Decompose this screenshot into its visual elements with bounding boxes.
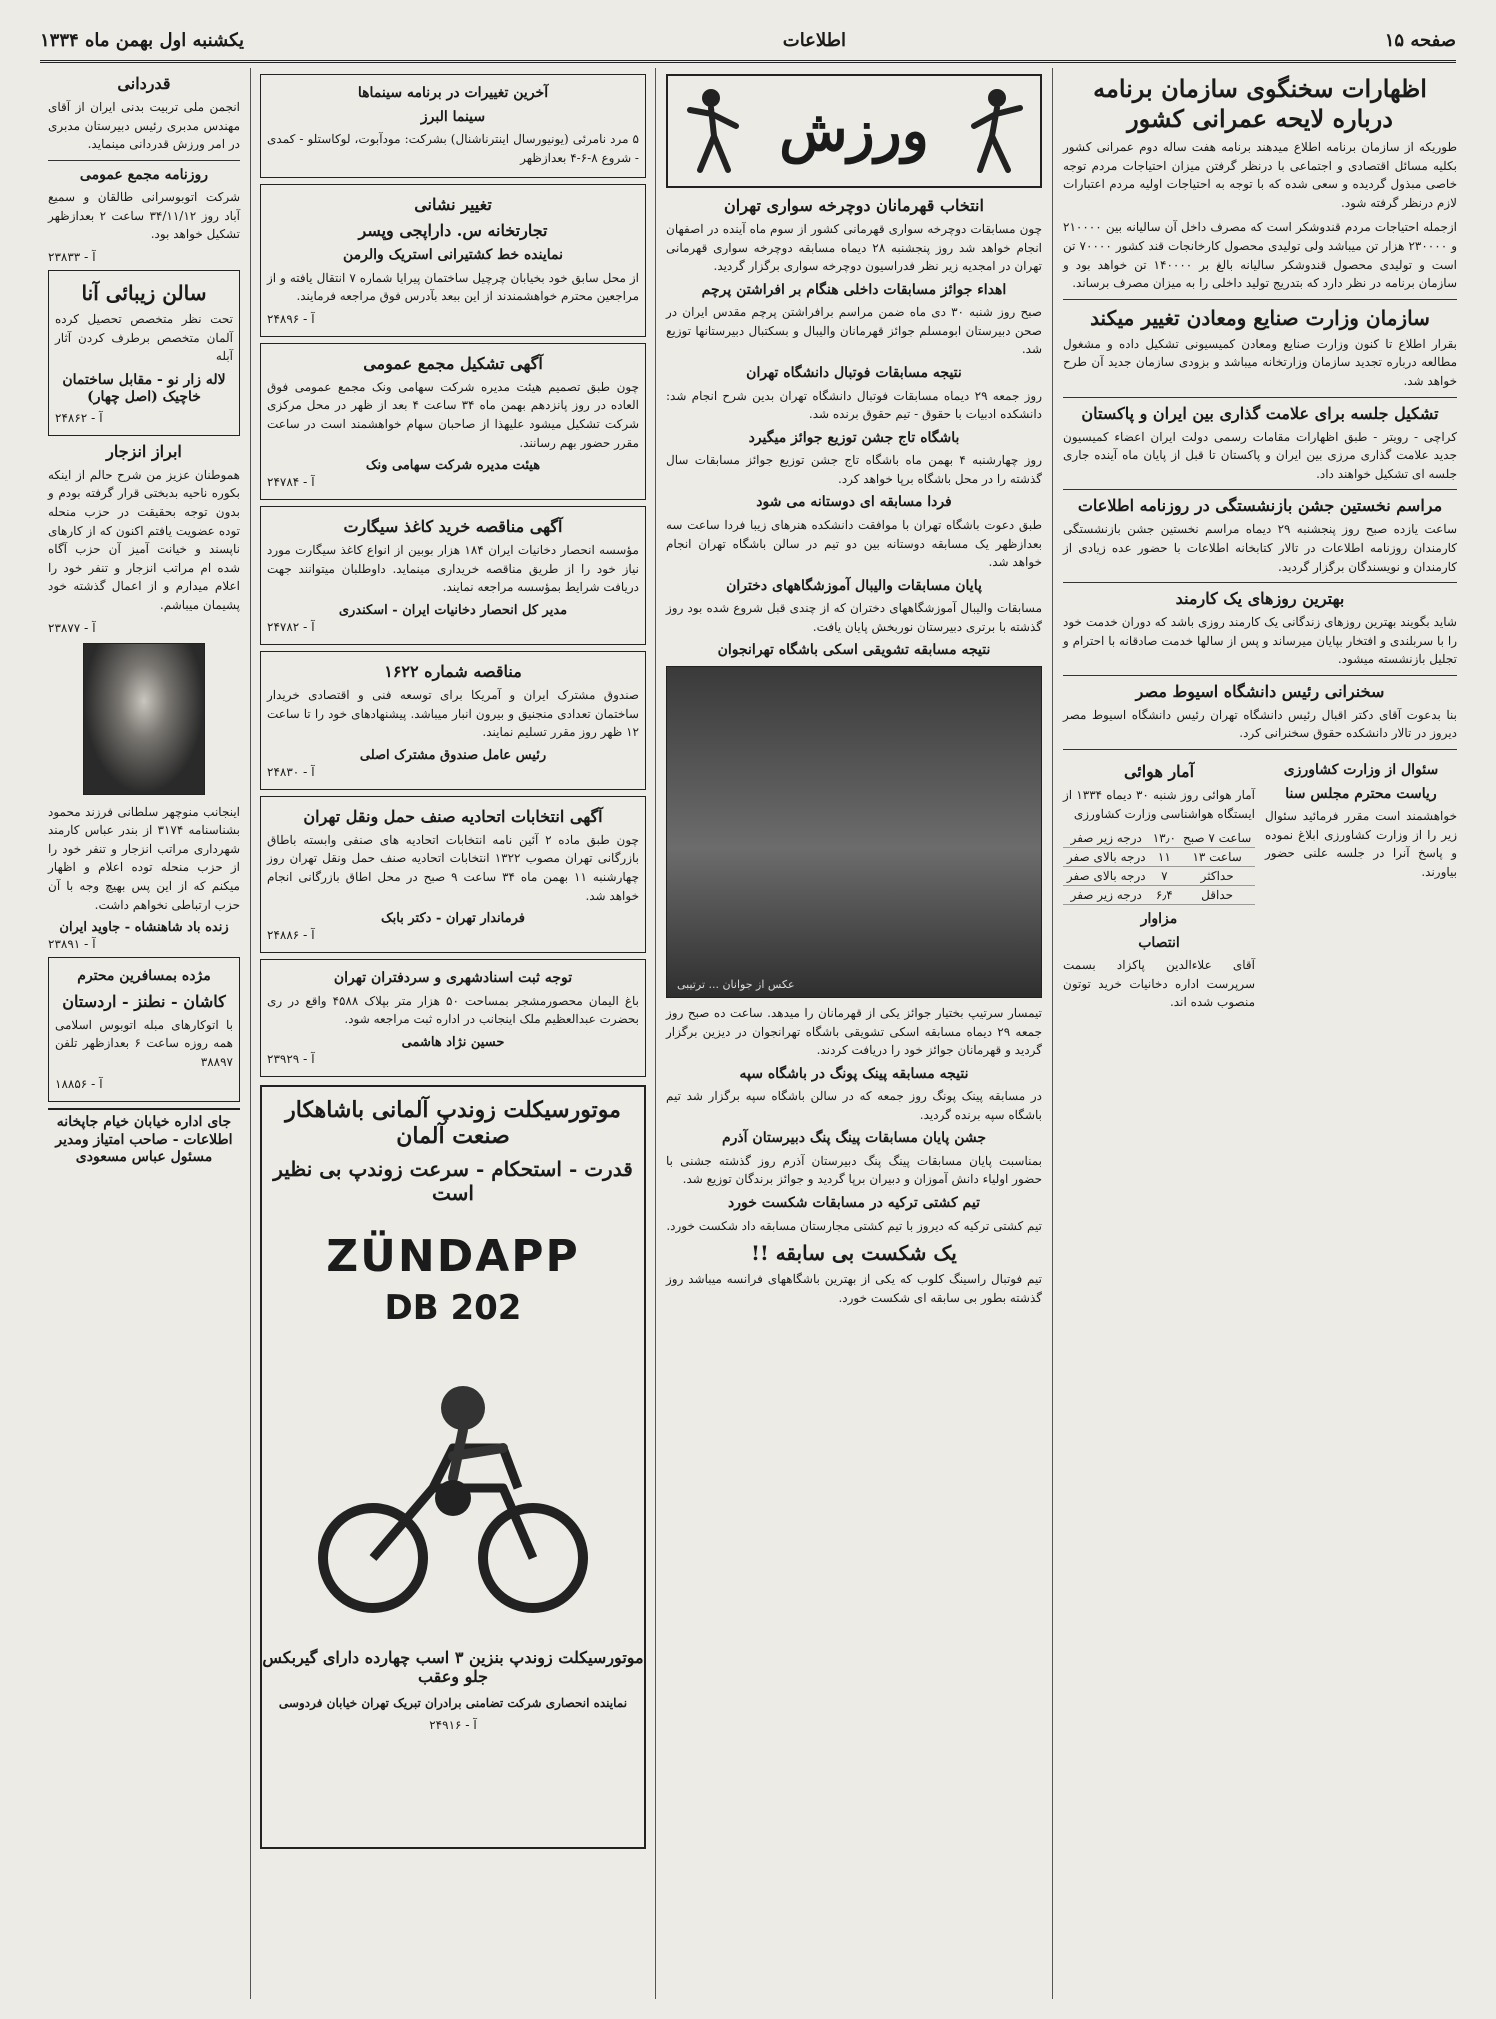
article-body: روز جمعه ۲۹ دیماه مسابقات فوتبال دانشگاه تهران بدین شرح انجام شد: دانشکده ادبیات با حقوق - تیم حقوق برنده شد.	[666, 388, 1043, 422]
article-subheadline: سینما البرز	[420, 108, 486, 125]
article-subheadline: ریاست محترم مجلس سنا	[1285, 785, 1437, 802]
motorcycle-advertisement	[260, 1085, 646, 1849]
article-headline: انتصاب	[1138, 934, 1180, 951]
photo-caption: عکس از جوانان ... ترتیبی	[677, 977, 795, 991]
notice-headline: آگهی مناقصه خرید کاغذ سیگارت	[343, 517, 563, 537]
table-row: ساعت ۷ صبح ۱۳٫۰ درجه زیر صفر	[1063, 829, 1255, 848]
issue-date: یکشنبه اول بهمن ماه ۱۳۳۴	[40, 29, 245, 51]
notice-headline: توجه ثبت اسنادشهری و سردفتران تهران	[333, 970, 573, 987]
notice-signature: فرماندار تهران - دکتر بابک	[381, 911, 525, 927]
salon-ad	[48, 270, 240, 436]
article-headline: جشن پایان مسابقات پینگ پنگ دبیرستان آذرم	[722, 1130, 986, 1147]
article-headline: نتیجه مسابقه تشویقی اسکی باشگاه تهرانجوان	[717, 642, 991, 659]
ad-address: لاله زار نو - مقابل ساختمان خاچیک (اصل چهار)	[62, 371, 226, 406]
imprint: جای اداره خیابان خیام جاپخانه اطلاعات - صاحب امتیاز ومدیر مسئول عباس مسعودی	[48, 1108, 240, 1167]
article-body: کراچی - رویتر - طبق اظهارات مقامات رسمی دولت ایران اعضاء کمیسیون جدید علامت گذاری مرزی بین ایران و پاکستان تا قبل از پایان ماه آینده جاری جلسه ای تشکیل خواهند داد.	[1063, 429, 1457, 481]
cinema-box	[260, 74, 646, 178]
notice-box	[260, 651, 646, 790]
notice-signature: هیئت مدیره شرکت سهامی ونک	[365, 458, 541, 474]
ad-agent: نماینده انحصاری شرکت تضامنی برادران تبریک تهران خیابان فردوسی	[278, 1695, 628, 1710]
notice-headline: مناقصه شماره ۱۶۲۲	[384, 662, 522, 682]
column-news	[1055, 68, 1465, 1999]
notice-code: آ - ۲۳۹۲۹	[267, 1051, 315, 1066]
ad-description: موتورسیکلت زوندپ بنزین ۳ اسب چهارده دارای گیربکس جلو وعقب	[262, 1647, 644, 1686]
ad-headline: مژده بمسافرین محترم	[77, 968, 211, 985]
article-body: ساعت یازده صبح روز پنجشنبه ۲۹ دیماه مراسم نخستین جشن بازنشستگی کارمندان روزنامه اطلاعات در تالار کتابخانه اطلاعات با حضور عده زیادی از کارمندان و نویسندگان برگزار گردید.	[1063, 522, 1457, 574]
article-headline: پایان مسابقات والیبال آموزشگاههای دختران	[726, 577, 982, 594]
portrait-photo	[83, 643, 205, 795]
weather-headline: آمار هوائی	[1123, 762, 1195, 782]
notice-headline: آگهی تشکیل مجمع عمومی	[363, 353, 543, 373]
article-subheadline: مزاوار	[1140, 911, 1178, 928]
article-body: آقای علاءالدین پاکزاد بسمت سرپرست اداره دخانیات خرید توتون منصوب شده اند.	[1063, 958, 1255, 1010]
article-headline: اهداء جوائز مسابقات داخلی هنگام بر افراشتن پرچم	[701, 281, 1007, 298]
notice-box	[260, 343, 646, 500]
article-headline: سخنرانی رئیس دانشگاه اسیوط مصر	[1135, 681, 1385, 701]
table-row: حداقل ۶٫۴ درجه زیر صفر	[1063, 886, 1255, 905]
article-body: انجمن ملی تربیت بدنی ایران از آقای مهندس مدبری رئیس دبیرستان مدبری در امر ورزش قدردانی مینماید.	[48, 100, 240, 152]
article-headline: ابراز انزجار	[106, 441, 182, 461]
column-rule	[1052, 68, 1053, 1999]
weather-intro: آمار هوائی روز شنبه ۳۰ دیماه ۱۳۳۴ از ایستگاه هواشناسی وزارت کشاورزی	[1063, 788, 1255, 821]
notice-body: چون طبق ماده ۲ آئین نامه انتخابات اتحادیه های صنفی وابسته باطاق بازرگانی تهران مصوب ۱۳۲۲ انتخابات اتحادیه صنف حمل ونقل تهران روز چهارشنبه ۱۱ بهمن ماه ۳۴ ساعت ۹ صبح در محل اطاق بازرگانی انجام خواهد شد.	[267, 832, 639, 903]
bottom-row	[1063, 756, 1457, 1018]
notice-box	[260, 959, 646, 1077]
notice-signature: مدیر کل انحصار دخانیات ایران - اسکندری	[338, 603, 568, 619]
notice-body: باغ الیمان محصورمشجر بمساحت ۵۰ هزار متر بپلاک ۴۵۸۸ واقع در ری بحضرت عبدالعظیم ملک اینجانب در اداره ثبت مراجعه شود.	[267, 993, 639, 1027]
notice-code: آ - ۲۴۷۸۴	[267, 475, 315, 490]
notice-code: آ - ۲۴۸۹۶	[267, 311, 315, 326]
article-headline: فردا مسابقه ای دوستانه می شود	[756, 494, 952, 511]
notice-box	[260, 506, 646, 645]
sports-title: ورزش	[779, 98, 929, 164]
notice-box	[260, 796, 646, 953]
article-body: چون مسابقات دوچرخه سواری قهرمانی کشور از سوم ماه آینده در اصفهان انجام خواهد شد روز پنجشنبه ۲۸ دیماه مسابقه دوچرخه سواری قهرمانی تهران در امجدیه زیر نظر فدراسیون دوچرخه سواری برگزار گردید.	[666, 222, 1043, 274]
column-sports	[658, 68, 1050, 1999]
article-headline: تشکیل جلسه برای علامت گذاری بین ایران و پاکستان	[1081, 403, 1439, 423]
article-body: ۵ مرد نامرئی (یونیورسال اینترناشنال) بشرکت: مودآبوت، لوکاستلو - کمدی - شروع ۸-۶-۴ بعدازظهر	[267, 132, 639, 165]
article-body: تیمسار سرتیپ بختیار جوائز یکی از قهرمانان را میدهد. ساعت ده صبح روز جمعه ۲۹ دیماه مسابقه اسکی تشویقی باشگاه تهرانجوان در دیزین برگزار گردید و قهرمانان جوائز خود را دریافت کردند.	[666, 1005, 1042, 1058]
article-headline: سئوال از وزارت کشاورزی	[1283, 762, 1439, 779]
masthead	[40, 20, 1456, 63]
article-body: اینجانب منوچهر سلطانی فرزند محمود بشناسنامه ۳۱۷۴ از بندر عباس کارمند شهرداری مراتب انزجار و تنفر خود را از حزب منحله توده اعلام و اظهار میکنم که از این پس بهیچ وجه با آن حزب ارتباطی نخواهم داشت.	[48, 804, 240, 912]
article-headline: مراسم نخستین جشن بازنشستگی در روزنامه اطلاعات	[1077, 496, 1443, 516]
divider	[1063, 489, 1457, 490]
notice-body: از محل سابق خود بخیابان چرچیل ساختمان پیرایا شماره ۷ انتقال یافته و از مراجعین محترم خواهشمندند از این ببعد بآدرس فوق مراجعه فرمایند.	[267, 270, 639, 304]
article-body: بنا بدعوت آقای دکتر اقبال رئیس دانشگاه تهران رئیس دانشگاه اسیوط مصر دیروز در تالار دانشکده حقوق سخنرانی کرد.	[1063, 707, 1457, 741]
lead-paragraph: طوریکه از سازمان برنامه اطلاع میدهند برنامه هفت ساله دوم عمرانی کشور بکلیه مسائل اقتصادی و اجتماعی با درنظر گرفتن میزان احتیاجات مردم توجه خاصی مبذول گردیده و سعی شده که با توجه به احتیاجات اولیه مردم اعتبارات لازم درنظر گرفته شود.	[1063, 140, 1457, 210]
ad-body: با اتوکارهای مبله اتوبوس اسلامی همه روزه ساعت ۶ بعدازظهر تلفن ۳۸۸۹۷	[55, 1017, 234, 1069]
column-notices	[252, 68, 654, 1999]
article-headline: آخرین تغییرات در برنامه سینماها	[357, 85, 549, 101]
article-body: مسابقات والیبال آموزشگاههای دختران که از چندی قبل شروع شده بود روز گذشته با برتری دبیرستان نوربخش پایان یافت.	[666, 601, 1042, 634]
notice-headline: تغییر نشانی	[414, 195, 492, 215]
article-body: بمناسبت پایان مسابقات پینگ پنگ دبیرستان آذرم روز گذشته جشنی با حضور اولیاء دانش آموزان و دبیران برپا گردید و جوائز برندگان توزیع شد.	[666, 1153, 1042, 1187]
ad-brand: ZÜNDAPP	[326, 1230, 580, 1282]
notice-title: تجارتخانه س. داراپجی وپسر	[358, 221, 548, 241]
article-body: در مسابقه پینک پونگ روز جمعه که در سالن باشگاه سپه برگزار شد تیم باشگاه سپه برنده گردید.	[666, 1089, 1042, 1122]
column-rule	[655, 68, 656, 1999]
divider	[1063, 299, 1457, 300]
column-classifieds	[40, 68, 248, 1999]
article-headline: سازمان وزارت صنایع ومعادن تغییر میکند	[1090, 305, 1430, 330]
notice-signature: رئیس عامل صندوق مشترک اصلی	[359, 747, 547, 763]
athlete-icon	[676, 86, 746, 174]
article-body: طبق دعوت باشگاه تهران با موافقت دانشکده هنرهای زیبا فردا ساعت سه بعدازظهر یک مسابقه دوستانه بین دو تیم در سالن باشگاه تهران انجام خواهد شد.	[666, 517, 1042, 570]
ad-body: شرکت اتوبوسرانی طالقان و سمیع آباد روز ۳۴/۱۱/۱۲ ساعت ۲ بعدازظهر تشکیل خواهد بود.	[48, 190, 240, 242]
notice-subtitle: نماینده خط کشتیرانی استریک والرمن	[342, 247, 564, 264]
notice-code: آ - ۲۴۷۸۲	[267, 620, 315, 635]
divider	[48, 160, 240, 161]
ad-slogan: قدرت - استحکام - سرعت زوندپ بی نظیر است	[273, 1156, 633, 1205]
notice-body: مؤسسه انحصار دخانیات ایران ۱۸۴ هزار بوبین از انواع کاغذ سیگارت مورد نیاز خود را از طریق مناقصه خریداری مینماید. داوطلبان میتوانند جهت دریافت شرایط بمؤسسه مراجعه نمایند.	[267, 543, 639, 595]
travel-ad	[48, 957, 240, 1102]
article-headline: باشگاه تاج جشن توزیع جوائز میگیرد	[748, 429, 960, 446]
ad-headline: سالن زیبائی آنا	[81, 281, 207, 306]
ad-code: آ - ۱۸۸۵۶	[55, 1077, 103, 1092]
lead-headline: اظهارات سخنگوی سازمان برنامه درباره لایحه عمرانی کشور	[1093, 74, 1427, 133]
ad-code: آ - ۲۳۸۳۳	[48, 250, 96, 265]
article-body: شاید بگویند بهترین روزهای زندگانی یک کارمند روزی باشد که دوران خدمت خود را با سربلندی و افتخار بپایان میرساند و پس از سالها خدمت صادقانه با احترام و تجلیل بازنشسته میشود.	[1063, 615, 1457, 667]
table-row: حداکثر ۷ درجه بالای صفر	[1063, 867, 1255, 886]
lead-paragraph: ازجمله احتیاجات مردم قندوشکر است که مصرف داخل آن سالیانه بین ۲۱۰۰۰۰ و ۲۳۰۰۰۰ هزار تن میباشد ولی تولیدی محصول کارخانجات قند کشور ۷۰۰۰۰ تن است و تولیدی محصول قندوشکر سالیانه بالغ بر ۱۴۰۰۰۰ تن خواهد بود و سازمان برنامه در نظر دارد که بتدریج تولید داخلی را به میزان مصرف برساند.	[1063, 220, 1457, 291]
notice-body: صندوق مشترک ایران و آمریکا برای توسعه فنی و اقتصادی خریدار ساختمان تعدادی منجنیق و بیرون انبار میباشد. پیشنهادهای خود را تا ساعت ۱۲ ظهر روز مقرر تسلیم نمایند.	[267, 688, 639, 740]
weather-box	[1063, 756, 1255, 1018]
article-headline: نتیجه مسابقات فوتبال دانشگاه تهران	[746, 365, 962, 382]
article-body: صبح روز شنبه ۳۰ دی ماه ضمن مراسم برافراشتن پرچم مقدس ایران در صحن دبیرستان ابومسلم جوائز قهرمانان والیبال و بسکتبال دبیرستانها توزیع شد.	[666, 305, 1043, 357]
ad-body: تحت نظر متخصص تحصیل کرده آلمان متخصص برطرف کردن آثار آبله	[55, 312, 233, 364]
divider	[1063, 749, 1457, 750]
column-rule	[250, 68, 251, 1999]
notice-code: آ - ۲۴۸۳۰	[267, 764, 315, 779]
ad-headline: موتورسیکلت زوندپ آلمانی باشاهکار صنعت آلمان	[285, 1096, 621, 1149]
notice-headline: آگهی انتخابات اتحادیه صنف حمل ونقل تهران	[303, 806, 603, 826]
ad-code: آ - ۲۳۸۷۷	[48, 620, 96, 635]
question-box	[1265, 756, 1457, 1018]
article-body: تیم فوتبال راسینگ کلوب که یکی از بهترین باشگاههای فرانسه میباشد روز گذشته بطور بی سابقه ای شکست خورد.	[666, 1272, 1042, 1305]
notice-body: چون طبق تصمیم هیئت مدیره شرکت سهامی ونک مجمع عمومی فوق العاده در روز پانزدهم بهمن ماه ۳۴ ساعت ۴ بعد از ظهر در محل مرکزی شرکت تشکیل میشود علیهذا از صاحبان سهام خواهشمند است در ساعت مقرر حضور بهم رسانند.	[267, 379, 639, 450]
motorcycle-illustration-icon	[303, 1338, 603, 1638]
paper-name: اطلاعات	[782, 29, 846, 51]
divider	[1063, 675, 1457, 676]
ad-code: آ - ۲۳۸۹۱	[48, 937, 96, 952]
notice-code: آ - ۲۴۸۸۶	[267, 928, 315, 943]
article-headline: یک شکست بی سابقه !!	[751, 1241, 957, 1266]
article-headline: نتیجه مسابقه پینک پونگ در باشگاه سپه	[739, 1065, 969, 1082]
sports-banner	[666, 74, 1042, 188]
article-body: تیم کشتی ترکیه که دیروز با تیم کشتی مجارستان مسابقه داد شکست خورد.	[666, 1218, 1042, 1233]
letter-signature: زنده باد شاهنشاه - جاوید ایران	[59, 920, 229, 936]
divider	[1063, 397, 1457, 398]
athlete-icon	[962, 86, 1032, 174]
divider	[1063, 582, 1457, 583]
ad-subheadline: کاشان - نطنز - اردستان	[62, 991, 226, 1011]
ad-model: DB 202	[384, 1287, 522, 1328]
article-headline: تیم کشتی ترکیه در مسابقات شکست خورد	[728, 1195, 980, 1212]
article-body: روز چهارشنبه ۴ بهمن ماه باشگاه تاج جشن توزیع جوائز مسابقات سال گذشته را در محل باشگاه برپا خواهد کرد.	[666, 453, 1042, 486]
ad-headline: روزنامه مجمع عمومی	[79, 166, 209, 183]
table-row: ساعت ۱۳ ۱۱ درجه بالای صفر	[1063, 848, 1255, 867]
article-body: بقرار اطلاع تا کنون وزارت صنایع ومعادن کمیسیونی تشکیل داده و مشغول مطالعه درباره تجدید سازمان وزارتخانه میباشد و بزودی سازمان جدید آن طرح خواهد شد.	[1063, 336, 1457, 388]
article-body: خواهشمند است مقرر فرمائید سئوال زیر را از وزارت کشاورزی ابلاغ نموده و پاسخ آنرا در جلسه علنی حضور بیاورند.	[1265, 809, 1457, 879]
article-headline: انتخاب قهرمانان دوچرخه سواری تهران	[724, 196, 984, 215]
ad-code: آ - ۲۴۸۶۲	[55, 410, 103, 425]
article-headline: بهترین روزهای یک کارمند	[1175, 589, 1345, 609]
notice-signature: حسین نژاد هاشمی	[401, 1034, 505, 1050]
weather-table	[1063, 829, 1255, 905]
ad-code: آ - ۲۴۹۱۶	[429, 1718, 477, 1733]
notice-box	[260, 184, 646, 337]
article-headline: قدردانی	[117, 74, 171, 93]
news-photo	[666, 666, 1042, 998]
page-number: صفحه ۱۵	[1384, 29, 1456, 51]
article-body: هموطنان عزیز من شرح حالم از اینکه بکوره ناحیه بدبختی قرار گرفته بودم و بدون توجه بحقیقت در حزب منحله توده عضویت یافتم اکنون که از کارهای ناپسند و خیانت آمیز آن حزب آگاه شده ام مراتب انزجار و تنفر خود را اعلام میدارم و از اعمال گذشته خود پشیمان میباشم.	[48, 467, 240, 612]
